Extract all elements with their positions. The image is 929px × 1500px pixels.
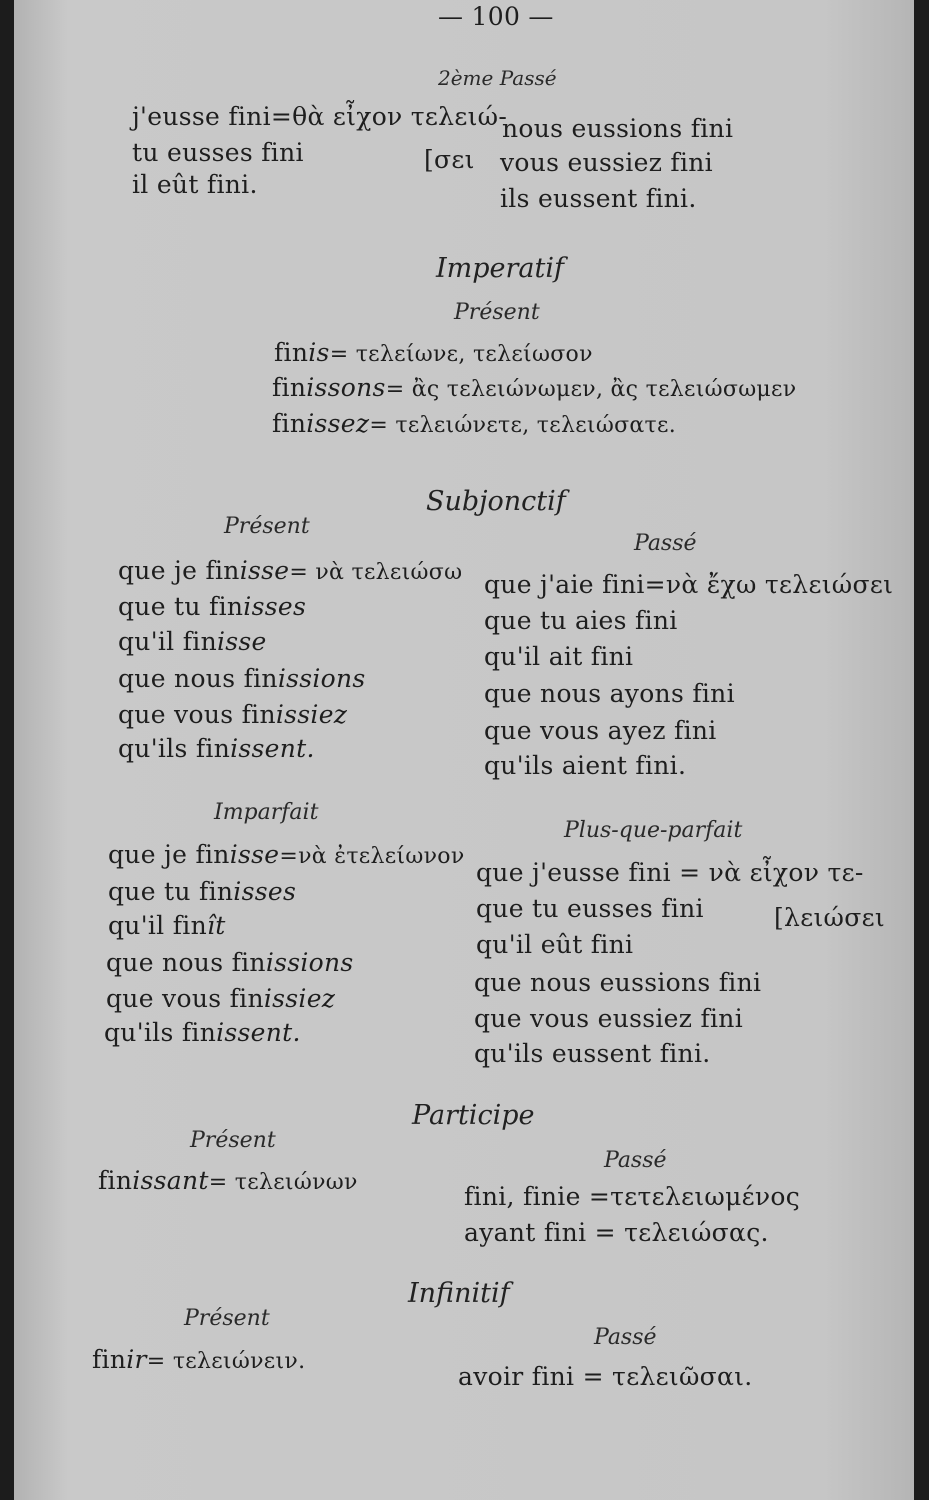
ending: issons <box>306 373 386 402</box>
ending: isses <box>243 592 307 621</box>
second-passe-line-7: ils eussent fini. <box>500 184 697 213</box>
prefix: que je fin <box>108 840 230 869</box>
pqp-line-6: que vous eussiez fini <box>474 1004 744 1033</box>
ending: is <box>308 338 330 367</box>
participe-present-line <box>98 1168 358 1194</box>
ending: issiez <box>263 984 336 1013</box>
prefix: que nous fin <box>106 948 266 977</box>
pqp-line-4: qu'il eût fini <box>476 930 634 959</box>
subj-present-row-1 <box>118 558 462 584</box>
stem: fin <box>274 338 309 367</box>
translation: = τελειώνων <box>208 1170 358 1195</box>
participe-passe-line-2: ayant fini = τελειώσας. <box>464 1218 769 1247</box>
ending: isse <box>239 556 290 585</box>
subj-present-row-4 <box>118 666 366 691</box>
prefix: qu'il fin <box>118 627 217 656</box>
prefix: que vous fin <box>118 700 276 729</box>
infinitif-passe-line: avoir fini = τελειῶσαι. <box>458 1362 753 1391</box>
prefix: que nous fin <box>118 664 278 693</box>
imparfait-heading: Imparfait <box>214 800 319 825</box>
ending: issant <box>132 1166 209 1195</box>
imperatif-heading: Imperatif <box>436 253 565 284</box>
imparfait-row-6 <box>104 1020 301 1045</box>
prefix: qu'ils fin <box>104 1018 217 1047</box>
ending: issent. <box>230 734 315 763</box>
second-passe-heading: 2ème Passé <box>438 66 557 90</box>
second-passe-line-3: [σει <box>424 145 475 174</box>
infinitif-passe-heading: Passé <box>594 1325 657 1350</box>
prefix: que tu fin <box>108 877 234 906</box>
subj-passe-line-2: que tu aies fini <box>484 606 678 635</box>
ending: issions <box>265 948 354 977</box>
translation: = ἂς τελειώνωμεν, ἂς τελειώσωμεν <box>385 377 797 402</box>
imparfait-row-5 <box>106 986 335 1011</box>
prefix: que vous fin <box>106 984 264 1013</box>
ending: issiez <box>275 700 348 729</box>
subj-passe-line-6: qu'ils aient fini. <box>484 751 687 780</box>
translation: = τελειώνετε, τελειώσατε. <box>369 413 677 438</box>
stem: fin <box>98 1166 133 1195</box>
subj-present-row-3 <box>118 629 267 654</box>
infinitif-present-line <box>92 1347 305 1373</box>
subj-present-row-5 <box>118 702 347 727</box>
ending: ir <box>126 1345 147 1374</box>
imperatif-row-1 <box>274 340 593 366</box>
participe-present-heading: Présent <box>190 1128 276 1153</box>
book-page <box>14 0 914 1500</box>
imparfait-row-1 <box>108 842 465 868</box>
subj-passe-line-3: qu'il ait fini <box>484 642 634 671</box>
infinitif-present-heading: Présent <box>184 1306 270 1331</box>
pqp-line-3: [λειώσει <box>774 903 885 932</box>
plus-que-parfait-heading: Plus-que-parfait <box>564 818 743 843</box>
subj-passe-line-5: que vous ayez fini <box>484 716 717 745</box>
imperatif-present-heading: Présent <box>454 300 540 325</box>
subjonctif-present-heading: Présent <box>224 514 310 539</box>
pqp-line-2: que tu eusses fini <box>476 894 704 923</box>
infinitif-heading: Infinitif <box>408 1278 510 1309</box>
stem: fin <box>272 409 307 438</box>
participe-passe-line-1: fini, finie =τετελειωμένος <box>464 1182 801 1211</box>
participe-passe-heading: Passé <box>604 1148 667 1173</box>
subj-passe-line-4: que nous ayons fini <box>484 679 735 708</box>
ending: isses <box>233 877 297 906</box>
pqp-line-7: qu'ils eussent fini. <box>474 1039 711 1068</box>
second-passe-line-6: vous eussiez fini <box>500 148 713 177</box>
imparfait-row-3 <box>108 913 226 938</box>
ending: ît <box>206 911 226 940</box>
subj-passe-line-1: que j'aie fini=νὰ ἔχω τελειώσει <box>484 570 894 599</box>
translation: =νὰ ἐτελείωνον <box>279 844 465 869</box>
subjonctif-heading: Subjonctif <box>426 486 566 517</box>
pqp-line-5: que nous eussions fini <box>474 968 762 997</box>
second-passe-line-5: nous eussions fini <box>502 114 734 143</box>
imparfait-row-4 <box>106 950 354 975</box>
ending: isse <box>216 627 267 656</box>
prefix: qu'il fin <box>108 911 207 940</box>
imperatif-row-2 <box>272 375 796 401</box>
subj-present-row-6 <box>118 736 315 761</box>
participe-heading: Participe <box>412 1100 535 1131</box>
translation: = νὰ τελειώσω <box>289 560 463 585</box>
subj-present-row-2 <box>118 594 306 619</box>
ending: isse <box>229 840 280 869</box>
ending: issez <box>306 409 370 438</box>
ending: issent. <box>216 1018 301 1047</box>
second-passe-line-2: tu eusses fini <box>132 138 304 167</box>
pqp-line-1: que j'eusse fini = νὰ εἶχον τε- <box>476 858 864 887</box>
prefix: que je fin <box>118 556 240 585</box>
ending: issions <box>277 664 366 693</box>
stem: fin <box>92 1345 127 1374</box>
imperatif-row-3 <box>272 411 676 437</box>
translation: = τελειώνειν. <box>146 1349 306 1374</box>
subjonctif-passe-heading: Passé <box>634 531 697 556</box>
second-passe-line-1: j'eusse fini=θὰ εἶχον τελειώ- <box>132 102 508 131</box>
second-passe-line-4: il eût fini. <box>132 170 258 199</box>
prefix: que tu fin <box>118 592 244 621</box>
prefix: qu'ils fin <box>118 734 231 763</box>
stem: fin <box>272 373 307 402</box>
translation: = τελείωνε, τελείωσον <box>329 342 593 367</box>
page-number: — 100 — <box>438 2 554 31</box>
imparfait-row-2 <box>108 879 296 904</box>
